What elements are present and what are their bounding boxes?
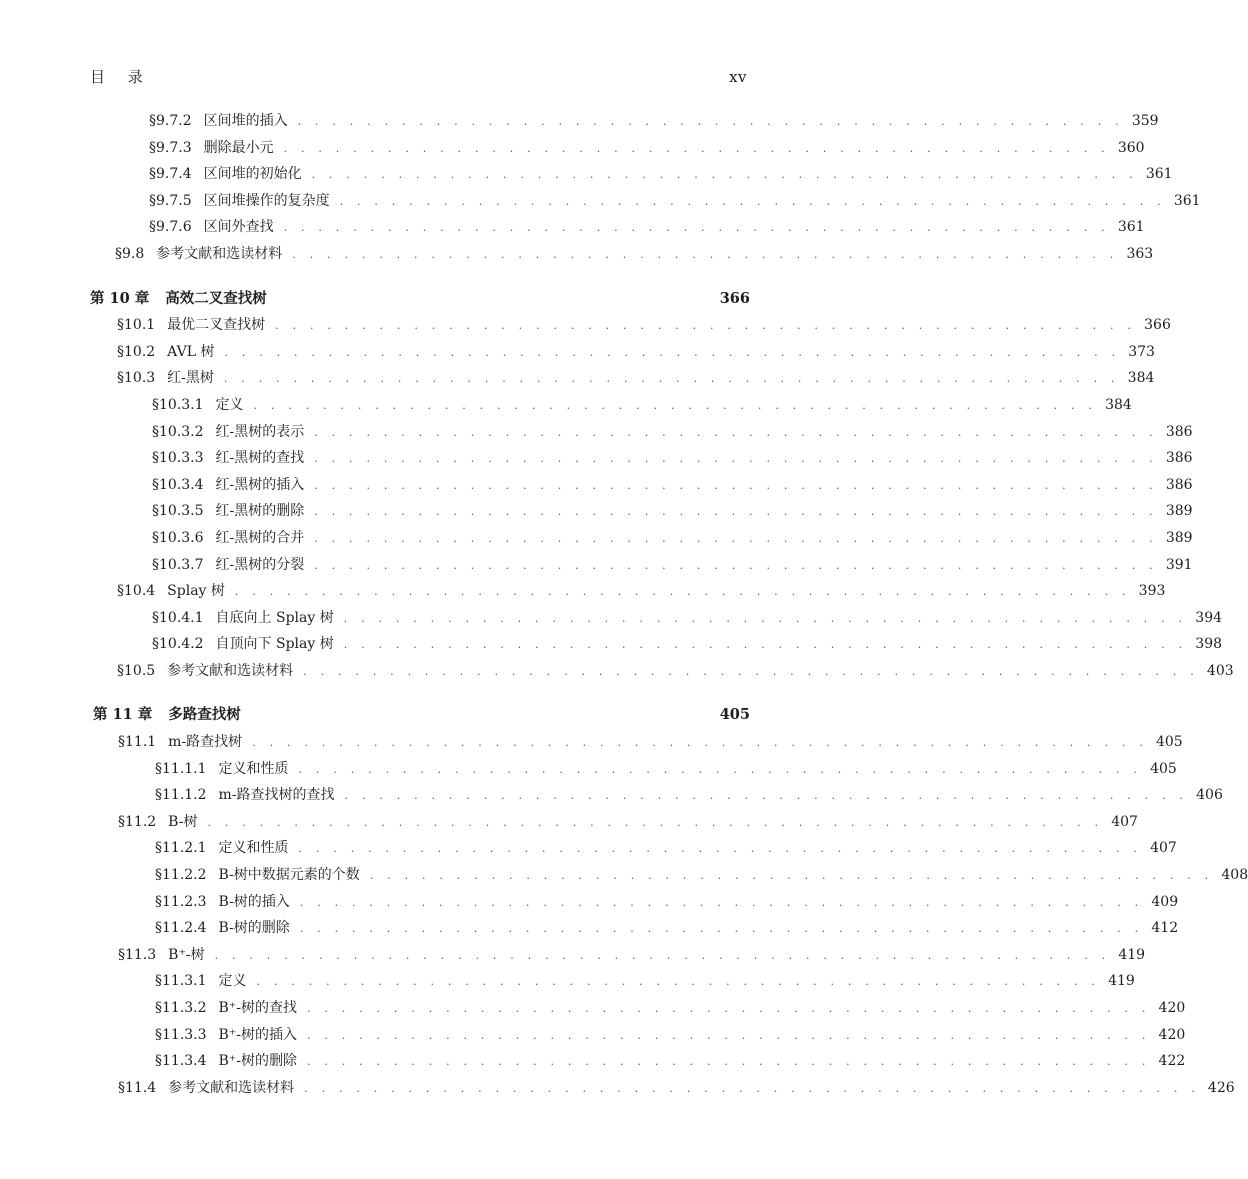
leader-dots: . . . . . . . . . . . . . . . . . . . . . . . . . . . . . . . . . . . . . . . . . . . . . . . . .: [306, 1028, 1151, 1042]
section-number: §11.3.4: [155, 1053, 207, 1070]
page-number: 406: [1196, 787, 1223, 804]
leader-dots: . . . . . . . . . . . . . . . . . . . . . . . . . . . . . . . . . . . . . . . . . . . . . . . . .: [343, 638, 1188, 652]
toc-entry[interactable]: [0, 339, 1155, 366]
leader-dots: . . . . . . . . . . . . . . . . . . . . . . . . . . . . . . . . . . . . . . . . . . . . . . . . .: [256, 975, 1101, 989]
section-number: §11.1.1: [155, 760, 207, 777]
page-number: 366: [719, 289, 750, 307]
section-number: §11.2.4: [155, 920, 207, 937]
leader-dots: . . . . . . . . . . . . . . . . . . . . . . . . . . . . . . . . . . . . . . . . . . . . . . . . . . . .: [234, 585, 1131, 599]
toc-entry[interactable]: [0, 241, 1154, 268]
section-title: 区间堆操作的复杂度: [203, 192, 330, 209]
leader-dots: . . . . . . . . . . . . . . . . . . . . . . . . . . . . . . . . . . . . . . . . . . . . . . . . . . . .: [207, 815, 1104, 829]
section-title: B⁺-树: [168, 946, 205, 963]
leader-dots: . . . . . . . . . . . . . . . . . . . . . . . . . . . . . . . . . . . . . . . . . . . . . . . . .: [314, 478, 1158, 492]
section-number: §10.3.7: [152, 556, 204, 573]
leader-dots: . . . . . . . . . . . . . . . . . . . . . . . . . . . . . . . . . . . . . . . . . . . . . . . . .: [314, 531, 1158, 545]
section-number: §11.4: [118, 1079, 157, 1096]
toc-entry[interactable]: [0, 578, 1166, 605]
section-number: §10.4: [117, 583, 156, 600]
section-title: B-树的插入: [218, 893, 290, 910]
section-number: §9.7.6: [149, 219, 192, 236]
chapter-number: 第 10 章: [90, 289, 150, 307]
page-number: 419: [1108, 973, 1135, 990]
toc-entry[interactable]: [0, 392, 1132, 419]
page-number: 405: [719, 706, 750, 724]
toc-entry[interactable]: [0, 472, 1193, 499]
section-number: §11.1: [118, 734, 157, 751]
section-number: §10.4.1: [152, 609, 204, 626]
section-title: 红-黑树的插入: [215, 476, 305, 493]
page-number: 386: [1165, 423, 1193, 440]
leader-dots: . . . . . . . . . . . . . . . . . . . . . . . . . . . . . . . . . . . . . . . . . . . . . . . . . . . .: [252, 736, 1148, 750]
leader-dots: . . . . . . . . . . . . . . . . . . . . . . . . . . . . . . . . . . . . . . . . . . . . . . . . .: [314, 452, 1158, 466]
chapter-11-block: [0, 702, 1248, 1101]
page-number: 407: [1111, 813, 1138, 830]
section-title: 红-黑树的查找: [215, 450, 305, 467]
toc-entry[interactable]: [0, 782, 1223, 809]
toc-entry[interactable]: [0, 135, 1145, 162]
leader-dots: . . . . . . . . . . . . . . . . . . . . . . . . . . . . . . . . . . . . . . . . . . . . . . . . . .: [275, 319, 1137, 333]
page-number: 389: [1165, 529, 1193, 546]
toc-entry[interactable]: [0, 498, 1193, 525]
leader-dots: . . . . . . . . . . . . . . . . . . . . . . . . . . . . . . . . . . . . . . . . . . . . . . . . .: [369, 869, 1214, 883]
leader-dots: . . . . . . . . . . . . . . . . . . . . . . . . . . . . . . . . . . . . . . . . . . . . . . . .: [283, 221, 1110, 235]
section-number: §9.7.5: [149, 192, 192, 209]
section-title: Splay 树: [167, 583, 225, 600]
section-title: 定义: [218, 973, 247, 990]
toc-entry[interactable]: [0, 1075, 1235, 1102]
section-number: §10.3.4: [152, 476, 204, 493]
section-number: §11.2.3: [155, 893, 207, 910]
section-number: §11.2.2: [155, 867, 207, 884]
section-title: 红-黑树: [167, 370, 214, 387]
section-title: 红-黑树的合并: [215, 529, 305, 546]
page-number: 408: [1221, 867, 1248, 884]
page-number: 359: [1131, 113, 1159, 129]
section-number: §11.2.1: [155, 840, 207, 857]
section-title: 区间外查找: [203, 219, 274, 236]
section-number: §10.3.2: [152, 423, 204, 440]
leader-dots: . . . . . . . . . . . . . . . . . . . . . . . . . . . . . . . . . . . . . . . . . . . . . . . . .: [299, 922, 1144, 936]
leader-dots: . . . . . . . . . . . . . . . . . . . . . . . . . . . . . . . . . . . . . . . . . . . . . . . . .: [253, 398, 1098, 412]
section-title: 红-黑树的删除: [215, 503, 305, 520]
section-number: §10.2: [117, 343, 156, 360]
page-number: 419: [1118, 946, 1146, 963]
page-number: 386: [1165, 450, 1193, 467]
leader-dots: . . . . . . . . . . . . . . . . . . . . . . . . . . . . . . . . . . . . . . . . . . . . . . . . . . . .: [223, 372, 1120, 386]
section-number: §9.7.4: [149, 166, 192, 183]
page-number: 422: [1158, 1053, 1186, 1070]
toc-entry[interactable]: [0, 365, 1155, 392]
section-number: §10.3.3: [152, 450, 204, 467]
section-number: §10.3.1: [152, 396, 204, 413]
toc-entry[interactable]: [0, 995, 1186, 1022]
leader-dots: . . . . . . . . . . . . . . . . . . . . . . . . . . . . . . . . . . . . . . . . . . . . . . . . .: [306, 1002, 1151, 1015]
chapter-title: 多路查找树: [168, 706, 241, 724]
section-title: B-树的删除: [218, 920, 290, 937]
chapter-number: 第 11 章: [93, 706, 153, 724]
page-number: 403: [1206, 662, 1234, 679]
leader-dots: . . . . . . . . . . . . . . . . . . . . . . . . . . . . . . . . . . . . . . . . . . . . . . . . . . . .: [304, 1081, 1200, 1095]
leader-dots: . . . . . . . . . . . . . . . . . . . . . . . . . . . . . . . . . . . . . . . . . . . . . . . .: [297, 115, 1124, 128]
toc-entry[interactable]: [0, 605, 1223, 632]
section-title: 红-黑树的分裂: [215, 556, 305, 573]
page-number: 373: [1128, 343, 1155, 360]
page-number: 393: [1138, 583, 1166, 600]
section-title: 区间堆的初始化: [203, 166, 302, 183]
section-title: 区间堆的插入: [203, 113, 288, 129]
page-number: 366: [1144, 317, 1171, 334]
section-title: 删除最小元: [203, 139, 274, 156]
leader-dots: . . . . . . . . . . . . . . . . . . . . . . . . . . . . . . . . . . . . . . . . . . . . . . . . .: [344, 789, 1189, 803]
section-number: §9.7.2: [149, 113, 192, 129]
section-title: 参考文献和选读材料: [156, 245, 283, 262]
toc-entry[interactable]: [0, 889, 1179, 916]
leader-dots: . . . . . . . . . . . . . . . . . . . . . . . . . . . . . . . . . . . . . . . . . . . . . . . . .: [298, 842, 1143, 856]
leader-dots: . . . . . . . . . . . . . . . . . . . . . . . . . . . . . . . . . . . . . . . . . . . . . . . .: [292, 247, 1119, 261]
toc-entry[interactable]: [0, 419, 1193, 446]
page-number: 360: [1117, 139, 1145, 156]
toc-entry[interactable]: [0, 188, 1201, 215]
chapter-heading[interactable]: [0, 702, 829, 729]
section-title: B-树中数据元素的个数: [218, 867, 360, 884]
toc-entry[interactable]: [0, 835, 1177, 862]
toc-entry[interactable]: [0, 968, 1135, 995]
page-number: 361: [1145, 166, 1173, 183]
page-number: 405: [1150, 760, 1177, 777]
toc-entry[interactable]: [0, 729, 1183, 756]
section-number: §10.4.2: [152, 636, 204, 653]
page-number: 394: [1195, 609, 1223, 626]
section-title: 定义和性质: [218, 840, 289, 857]
toc-entry[interactable]: [0, 631, 1223, 658]
page-number: 361: [1173, 192, 1201, 209]
leader-dots: . . . . . . . . . . . . . . . . . . . . . . . . . . . . . . . . . . . . . . . . . . . . . . . . . . . .: [214, 948, 1111, 962]
header-title: 目 录: [90, 68, 152, 86]
page-number: 407: [1150, 840, 1177, 857]
chapter-title: 高效二叉查找树: [165, 289, 267, 307]
page-number: 384: [1105, 396, 1132, 413]
leader-dots: . . . . . . . . . . . . . . . . . . . . . . . . . . . . . . . . . . . . . . . . . . . . . . . . .: [343, 611, 1188, 625]
section-title: 自底向上 Splay 树: [215, 609, 334, 626]
toc-entry[interactable]: [0, 942, 1146, 969]
page-number: 391: [1165, 556, 1193, 573]
section-title: m-路查找树: [168, 734, 243, 751]
page-number: 384: [1127, 370, 1155, 387]
section-title: 定义: [215, 396, 244, 413]
page-number: 420: [1158, 1026, 1186, 1043]
table-of-contents: [0, 108, 1248, 1101]
toc-entry[interactable]: [0, 915, 1179, 942]
section-title: 红-黑树的表示: [215, 423, 305, 440]
section-number: §11.3: [118, 946, 157, 963]
toc-entry[interactable]: [0, 658, 1234, 685]
page-number: 363: [1126, 245, 1154, 262]
toc-entry[interactable]: [0, 809, 1138, 836]
section-title: 最优二叉查找树: [167, 317, 266, 334]
leader-dots: . . . . . . . . . . . . . . . . . . . . . . . . . . . . . . . . . . . . . . . . . . . . . . . . .: [298, 762, 1143, 776]
page-number: 426: [1207, 1079, 1235, 1096]
leader-dots: . . . . . . . . . . . . . . . . . . . . . . . . . . . . . . . . . . . . . . . . . . . . . . . . .: [314, 425, 1158, 439]
leader-dots: . . . . . . . . . . . . . . . . . . . . . . . . . . . . . . . . . . . . . . . . . . . . . . . . .: [299, 895, 1144, 909]
section-number: §11.3.3: [155, 1026, 207, 1043]
section-title: AVL 树: [167, 343, 215, 360]
toc-entry[interactable]: [0, 214, 1145, 241]
toc-entry[interactable]: [0, 161, 1173, 188]
section-title: B⁺-树的插入: [218, 1026, 297, 1043]
chapter-10-block: [0, 286, 1234, 685]
toc-entry[interactable]: [0, 756, 1177, 783]
page-number: 389: [1165, 503, 1193, 520]
section-number: §11.2: [118, 813, 157, 830]
page-number: 398: [1195, 636, 1223, 653]
running-head: [90, 66, 747, 87]
section-title: 自顶向下 Splay 树: [215, 636, 334, 653]
toc-entry[interactable]: [0, 108, 1159, 135]
section-number: §10.5: [117, 662, 156, 679]
toc-entry[interactable]: [0, 862, 1248, 889]
page-number: 409: [1151, 893, 1179, 910]
page-number: 412: [1151, 920, 1179, 937]
section-number: §9.7.3: [149, 139, 192, 156]
chapter-heading[interactable]: [0, 286, 829, 313]
leader-dots: . . . . . . . . . . . . . . . . . . . . . . . . . . . . . . . . . . . . . . . . . . . . . . . .: [339, 194, 1166, 208]
page-number: 405: [1155, 734, 1183, 751]
section-title: 参考文献和选读材料: [167, 662, 294, 679]
toc-entry[interactable]: [0, 552, 1193, 579]
section-title: m-路查找树的查找: [218, 787, 335, 804]
section-number: §11.1.2: [155, 787, 207, 804]
section-title: B⁺-树的查找: [218, 1000, 297, 1016]
toc-entry[interactable]: [0, 1048, 1186, 1075]
toc-entry[interactable]: [0, 445, 1193, 472]
page-number: 386: [1165, 476, 1193, 493]
page-number: 361: [1117, 219, 1145, 236]
section-title: B-树: [168, 813, 198, 830]
header-page-number: xv: [729, 68, 747, 86]
section-number: §11.3.2: [155, 1000, 207, 1016]
section-number: §9.8: [115, 245, 145, 262]
toc-entry[interactable]: [0, 525, 1193, 552]
leader-dots: . . . . . . . . . . . . . . . . . . . . . . . . . . . . . . . . . . . . . . . . . . . . . . . . .: [306, 1055, 1151, 1069]
section-title: 定义和性质: [218, 760, 289, 777]
page-number: 420: [1158, 1000, 1186, 1016]
section-title: 参考文献和选读材料: [168, 1079, 295, 1096]
section-number: §10.3.6: [152, 529, 204, 546]
leader-dots: . . . . . . . . . . . . . . . . . . . . . . . . . . . . . . . . . . . . . . . . . . . . . . . .: [311, 168, 1138, 182]
section-number: §11.3.1: [155, 973, 207, 990]
section-number: §10.1: [117, 317, 156, 334]
leader-dots: . . . . . . . . . . . . . . . . . . . . . . . . . . . . . . . . . . . . . . . . . . . . . . . . .: [314, 558, 1158, 572]
leader-dots: . . . . . . . . . . . . . . . . . . . . . . . . . . . . . . . . . . . . . . . . . . . . . . . . .: [314, 505, 1158, 519]
section-number: §10.3: [117, 370, 156, 387]
leader-dots: . . . . . . . . . . . . . . . . . . . . . . . . . . . . . . . . . . . . . . . . . . . . . . . .: [283, 141, 1110, 155]
toc-entry[interactable]: [0, 312, 1171, 339]
leader-dots: . . . . . . . . . . . . . . . . . . . . . . . . . . . . . . . . . . . . . . . . . . . . . . . . . . . .: [303, 664, 1199, 678]
section-number: §10.3.5: [152, 503, 204, 520]
section-title: B⁺-树的删除: [218, 1053, 297, 1070]
toc-entry[interactable]: [0, 1022, 1186, 1049]
leader-dots: . . . . . . . . . . . . . . . . . . . . . . . . . . . . . . . . . . . . . . . . . . . . . . . . . . . .: [224, 345, 1121, 359]
